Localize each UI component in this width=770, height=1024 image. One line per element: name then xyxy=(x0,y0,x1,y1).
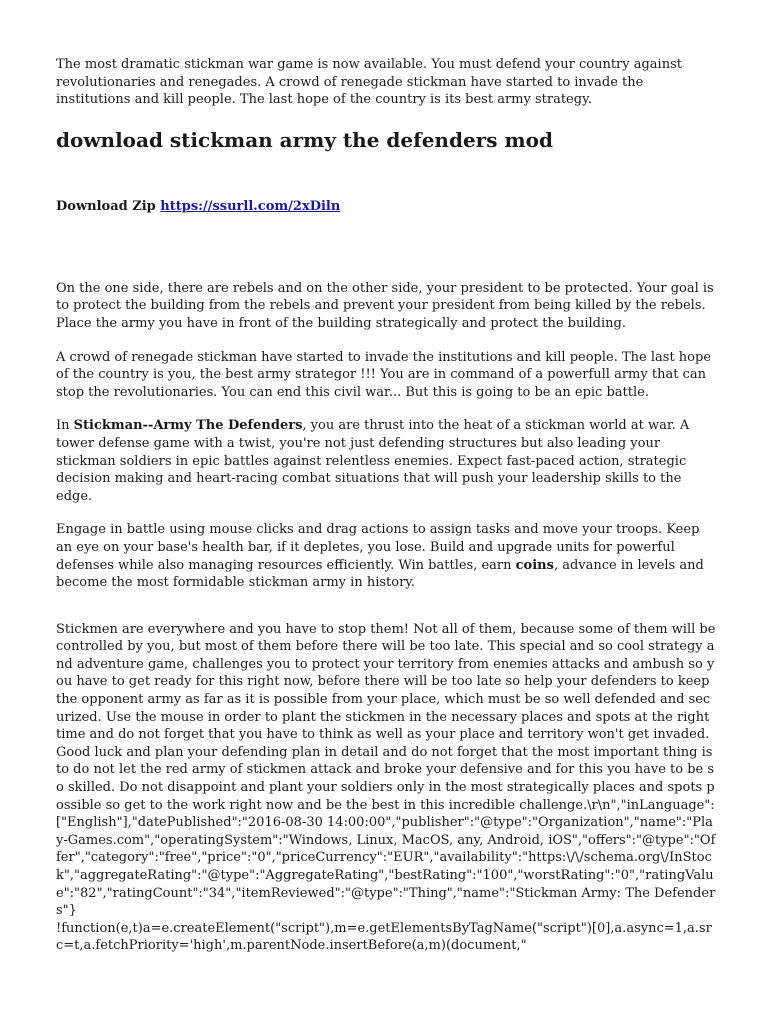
p4-after: , advance in levels and become the most formidable stickman army in history. xyxy=(56,557,704,591)
game-title-bold: Stickman--Army The Defenders xyxy=(73,418,303,434)
coins-bold: coins xyxy=(515,557,554,573)
script-snippet: !function(e,t)a=e.createElement("script"),m=e.getElementsByTagName("script")[0],a.async=1,a.src=t,a.fetchPriority='high',m.parentNode.insertBefore(a,m)(document," xyxy=(56,920,712,954)
paragraph-defenders xyxy=(56,417,716,505)
intro-paragraph: The most dramatic stickman war game is now available. You must defend your country against revolutionaries and renegades. A crowd of renegade stickman have started to invade the institutions and kill people. The last hope of the country is its best army strategy. xyxy=(56,57,682,108)
p3-before: In xyxy=(56,418,74,434)
page-title: download stickman army the defenders mod xyxy=(56,127,553,152)
paragraph-rebels: On the one side, there are rebels and on the other side, your president to be protected. Your goal is to protect the building from the rebels and prevent your president from being killed by the rebels. Place the army you have in front of the building strategically and protect the building. xyxy=(56,280,714,331)
document-page xyxy=(56,56,716,955)
p4-before: Engage in battle using mouse clicks and drag actions to assign tasks and move your troops. Keep an eye on your base's health bar, if it depletes, you lose. Build and upgrade units for powerful defenses while also managing resources efficiently. Win battles, earn xyxy=(56,522,700,573)
download-label: Download Zip xyxy=(56,198,156,214)
paragraph-battle xyxy=(56,521,716,591)
paragraph-renegade: A crowd of renegade stickman have started to invade the institutions and kill people. The last hope of the country is you, the best army strategor !!! You are in command of a powerfull army that can stop the revolutionaries. You can end this civil war... But this is going to be an epic battle. xyxy=(56,349,712,400)
p3-after: , you are thrust into the heat of a stickman world at war. A tower defense game with a twist, you're not just defending structures but also leading your stickman soldiers in epic battles against relentless enemies. Expect fast-paced action, strategic decision making and heart-racing combat situations that will push your leadership skills to the edge. xyxy=(56,418,690,504)
paragraph-stickmen: Stickmen are everywhere and you have to stop them! Not all of them, because some of them will be controlled by you, but most of them before there will be too late. This special and so cool strategy and adventure game, challenges you to protect your territory from enemies attacks and ambush so you have to get ready for this right now, before there will be too late so help your defenders to keep the opponent army as far as it is possible from your place, which must be so well defended and securized. Use the mouse in order to plant the stickmen in the necessary places and spots at the right time and do not forget that you have to think as well as your place and territory won't get invaded. Good luck and plan your defending plan in detail and do not forget that the most important thing is to do not let the red army of stickmen attack and broke your defensive and for this you have to be so skilled. Do not disappoint and plant your soldiers only in the most strategically places and spots possible so get to the work right now and be the best in this incredible challenge.\r\n","inLanguage":["English"],"datePublished":"2016-08-30 14:00:00","publisher":"@type":"Organization","name":"Play-Games.com","operatingSystem":"Windows, Linux, MacOS, any, Android, iOS","offers":"@type":"Offer","category":"free","price":"0","priceCurrency":"EUR","availability":"https:\/\/schema.org\/InStock","aggregateRating":"@type":"AggregateRating","bestRating":"100","worstRating":"0","ratingValue":"82","ratingCount":"34","itemReviewed":"@type":"Thing","name":"Stickman Army: The Defenders"} xyxy=(56,621,716,919)
download-row xyxy=(56,198,716,216)
download-link[interactable]: https://ssurll.com/2xDiln xyxy=(160,198,341,214)
